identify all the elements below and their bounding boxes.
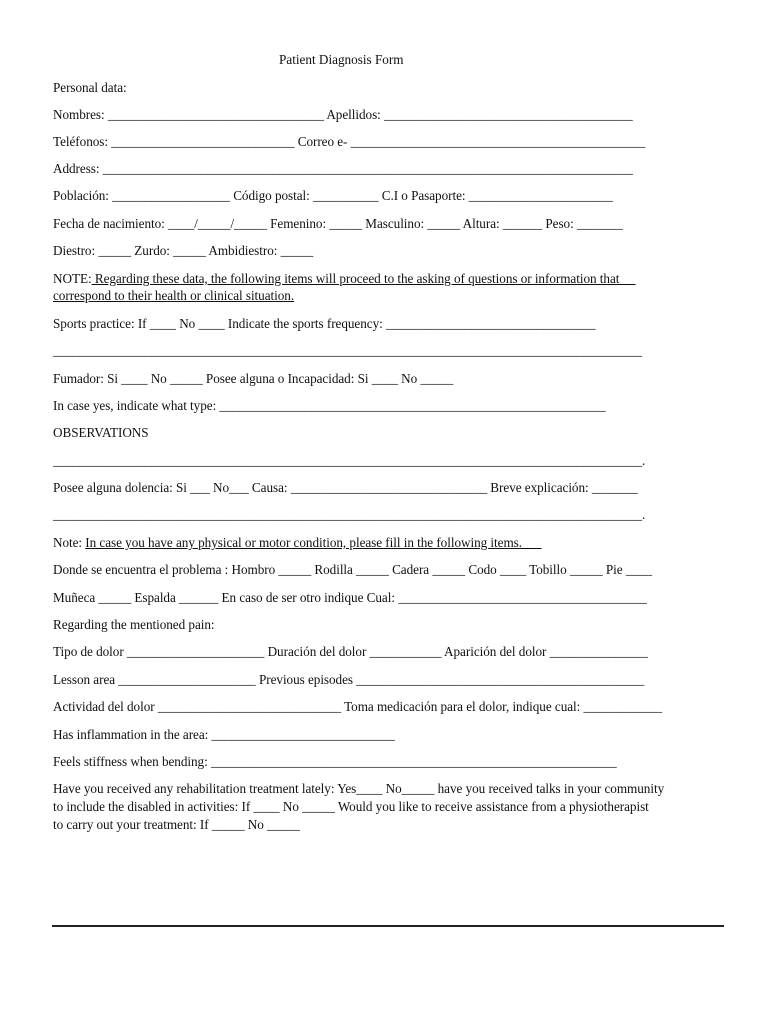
smoker-disability-line[interactable]: Fumador: Si ____ No _____ Posee alguna o Incapacidad: Si ____ No _____	[53, 371, 454, 386]
handedness-line[interactable]: Diestro: _____ Zurdo: _____ Ambidiestro: _____	[53, 243, 314, 258]
sports-practice-line[interactable]: Sports practice: If ____ No ____ Indicate the sports frequency: ________________________________	[53, 316, 596, 331]
ailment-line[interactable]: Posee alguna dolencia: Si ___ No___ Causa: ______________________________ Breve explicación: _______	[53, 480, 638, 495]
bottom-divider	[52, 925, 724, 927]
sports-blank-line[interactable]: __________________________________________________________________________________________	[53, 343, 642, 358]
phones-email-field-line[interactable]: Teléfonos: ____________________________ Correo e- _____________________________________________	[53, 134, 646, 149]
personal-data-heading: Personal data:	[53, 80, 127, 95]
form-title: Patient Diagnosis Form	[279, 52, 404, 67]
population-postal-id-field-line[interactable]: Población: __________________ Código postal: __________ C.I o Pasaporte: ______________________	[53, 188, 613, 203]
pain-heading: Regarding the mentioned pain:	[53, 617, 215, 632]
note-text-2: correspond to their health or clinical situation.	[53, 288, 295, 303]
note-text-1: Regarding these data, the following items will proceed to the asking of questions or information that	[91, 271, 636, 286]
lesson-area-line[interactable]: Lesson area _____________________ Previous episodes ____________________________________________	[53, 672, 645, 687]
note2-label: Note:	[53, 535, 86, 550]
birth-gender-height-weight-line[interactable]: Fecha de nacimiento: ____/_____/_____ Femenino: _____ Masculino: _____ Altura: ______ Peso: _______	[53, 216, 623, 231]
wrist-back-other-line[interactable]: Muñeca _____ Espalda ______ En caso de ser otro indique Cual: ______________________________________	[53, 590, 647, 605]
observations-blank-line[interactable]: __________________________________________________________________________________________.	[53, 453, 646, 468]
observations-heading: OBSERVATIONS	[53, 425, 149, 440]
note2-line	[53, 535, 541, 551]
pain-type-line[interactable]: Tipo de dolor _____________________ Duración del dolor ___________ Aparición del dolor _______________	[53, 644, 648, 659]
note-block-line-2	[53, 288, 294, 304]
note-block-line-1	[53, 271, 636, 287]
inflammation-line[interactable]: Has inflammation in the area: ____________________________	[53, 727, 395, 742]
stiffness-line[interactable]: Feels stiffness when bending: ______________________________________________________________	[53, 754, 617, 769]
disability-type-line[interactable]: In case yes, indicate what type: ___________________________________________________________	[53, 398, 606, 413]
rehab-line-2[interactable]: to include the disabled in activities: If ____ No _____ Would you like to receive assistance from a physiotherapist	[53, 799, 649, 814]
ailment-blank-line[interactable]: __________________________________________________________________________________________.	[53, 507, 646, 522]
address-field-line[interactable]: Address: _________________________________________________________________________________	[53, 161, 633, 176]
rehab-line-1[interactable]: Have you received any rehabilitation treatment lately: Yes____ No_____ have you received talks in your community	[53, 781, 665, 796]
rehab-line-3[interactable]: to carry out your treatment: If _____ No _____	[53, 817, 300, 832]
note2-text: In case you have any physical or motor condition, please fill in the following items.	[85, 535, 542, 550]
pain-activity-medication-line[interactable]: Actividad del dolor ____________________________ Toma medicación para el dolor, indique cual: ____________	[53, 699, 663, 714]
problem-location-line[interactable]: Donde se encuentra el problema : Hombro _____ Rodilla _____ Cadera _____ Codo ____ Tobillo _____ Pie ____	[53, 562, 653, 577]
note-label: NOTE:	[53, 271, 92, 286]
names-field-line[interactable]: Nombres: _________________________________ Apellidos: ______________________________________	[53, 107, 633, 122]
